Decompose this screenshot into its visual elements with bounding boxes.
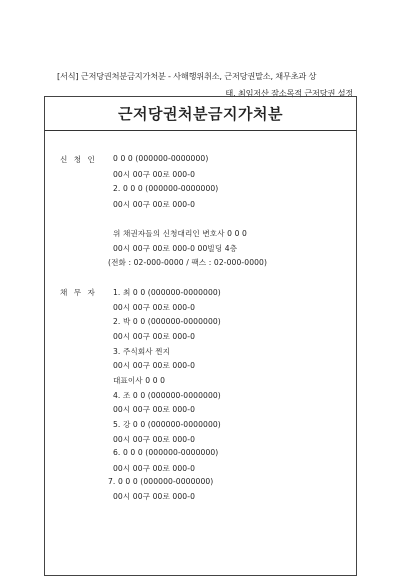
- applicant-line: 00시 00구 00로 000-0: [113, 200, 196, 209]
- debtor-line: 1. 최 0 0 (000000-0000000): [113, 288, 221, 297]
- applicant-line: 0 0 0 (000000-0000000): [113, 154, 209, 163]
- debtor-line: 대표이사 0 0 0: [113, 376, 166, 385]
- debtor-line: 00시 00구 00로 000-0: [113, 361, 196, 370]
- applicant-label: 신 청 인: [60, 155, 97, 164]
- attorney-line: (전화 : 02-000-0000 / 팩스 : 02-000-0000): [108, 258, 268, 267]
- attorney-line: 위 채권자들의 신청대리인 변호사 0 0 0: [113, 229, 247, 238]
- applicant-line: 00시 00구 00로 000-0: [113, 170, 196, 179]
- title-box: [44, 96, 357, 131]
- debtor-label: 채 무 자: [60, 288, 97, 297]
- debtor-line: 3. 주식회사 찐지: [113, 347, 171, 356]
- document-title: 근저당권처분금지가처분: [118, 105, 283, 123]
- debtor-line: 00시 00구 00로 000-0: [113, 303, 196, 312]
- debtor-line: 7. 0 0 0 (000000-0000000): [108, 477, 214, 486]
- debtor-line: 2. 박 0 0 (000000-0000000): [113, 317, 221, 326]
- debtor-line: 00시 00구 00로 000-0: [113, 435, 196, 444]
- debtor-line: 4. 조 0 0 (000000-0000000): [113, 391, 221, 400]
- debtor-line: 5. 강 0 0 (000000-0000000): [113, 420, 221, 429]
- applicant-line: 2. 0 0 0 (000000-0000000): [113, 184, 219, 193]
- attorney-line: 00시 00구 00로 000-0 00빌딩 4층: [113, 244, 238, 253]
- document-frame: [44, 96, 357, 576]
- debtor-line: 6. 0 0 0 (000000-0000000): [113, 448, 219, 457]
- debtor-line: 00시 00구 00로 000-0: [113, 464, 196, 473]
- debtor-line: 00시 00구 00로 000-0: [113, 492, 196, 501]
- header-line-1: [서식] 근저당권처분금지가처분 - 사해행위취소, 근저당권말소, 채무초과 상: [57, 71, 317, 81]
- debtor-line: 00시 00구 00로 000-0: [113, 405, 196, 414]
- debtor-line: 00시 00구 00로 000-0: [113, 332, 196, 341]
- header-line-2: 태, 최임저산 잠소목적 근저당권 설정: [225, 88, 353, 98]
